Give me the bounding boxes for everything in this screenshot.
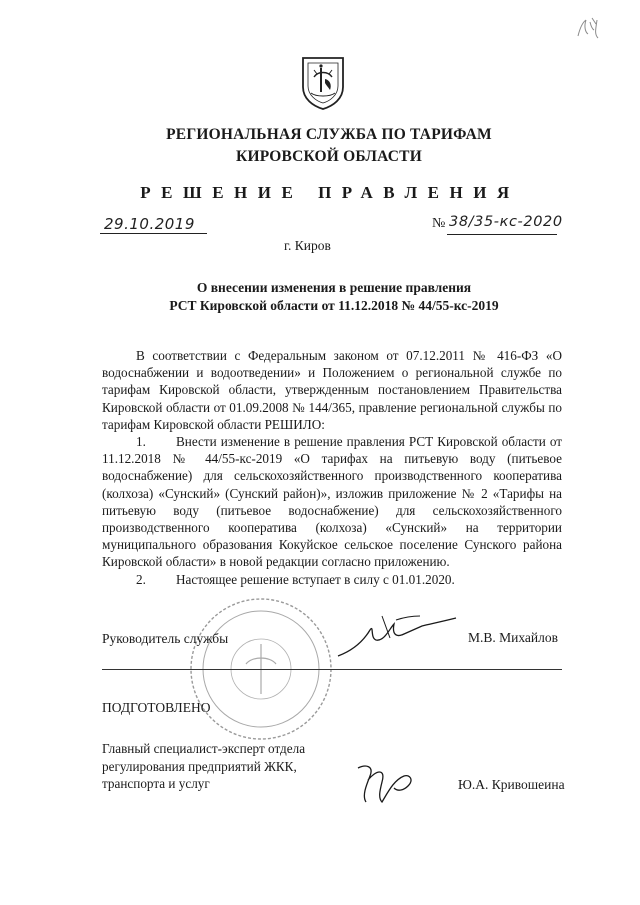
preparer-position: Главный специалист-эксперт отдела регулирования предприятий ЖКК, транспорта и услуг (102, 741, 306, 791)
city: г. Киров (284, 238, 331, 253)
item-number: 1. (136, 434, 146, 450)
subject-line1: О внесении изменения в решение правления (196, 280, 472, 295)
org-name-line2: КИРОВСКОЙ ОБЛАСТИ (236, 148, 422, 165)
org-name-line1: РЕГИОНАЛЬНАЯ СЛУЖБА ПО ТАРИФАМ (166, 126, 492, 143)
document-type-title: РЕШЕНИЕ ПРАВЛЕНИЯ (140, 183, 520, 202)
item-text: Внести изменение в решение правления РСТ Кировской области от 11.12.2018 № 44/55-кс-2019 «О тарифах на питьевую воду (питьевое водоснабжение) для сельскохозяйственного производственного кооператива (колхоза) «Сунский» (Сунский район)», изложив приложение № 2 «Тарифы на питьевую воду (питьевое водоснабжение) для сельскохозяйственного производственного кооператива (колхоза) «Сунский» на территории муниципального образования Кокуйское сельское поселение Сунского района Кировской области» в новой редакции согласно приложению. (102, 434, 562, 570)
item-text: Настоящее решение вступает в силу с 01.01.2020. (176, 571, 455, 587)
preamble-paragraph: В соответствии с Федеральным законом от 07.12.2011 № 416-ФЗ «О водоснабжении и водоотведении» и Положением о региональной службе по тарифам Кировской области, утвержденным постановлением Правительства Кировской области от 01.09.2008 № 144/365, правление региональной службы по тарифам Кировской области РЕШИЛО: (102, 348, 562, 432)
subject-line2: РСТ Кировской области от 11.12.2018 № 44/55-кс-2019 (169, 298, 499, 313)
item-number: 2. (136, 571, 146, 587)
coat-of-arms-icon (300, 55, 346, 111)
document-date: 29.10.2019 (104, 215, 195, 233)
separator-line (102, 669, 562, 670)
director-signature-icon (330, 604, 470, 664)
handwritten-corner-mark (574, 14, 602, 44)
preparer-signature-icon (352, 758, 422, 808)
decision-item (102, 433, 562, 571)
document-body (102, 347, 562, 588)
prepared-label: ПОДГОТОВЛЕНО (102, 700, 211, 715)
preparer-name: Ю.А. Кривошеина (458, 777, 565, 792)
number-prefix: № (432, 216, 446, 231)
signatory-name: М.В. Михайлов (468, 630, 559, 645)
document-number: 38/35-кс-2020 (449, 214, 563, 230)
signatory-title: Руководитель службы (102, 631, 229, 646)
decision-item (102, 571, 562, 588)
